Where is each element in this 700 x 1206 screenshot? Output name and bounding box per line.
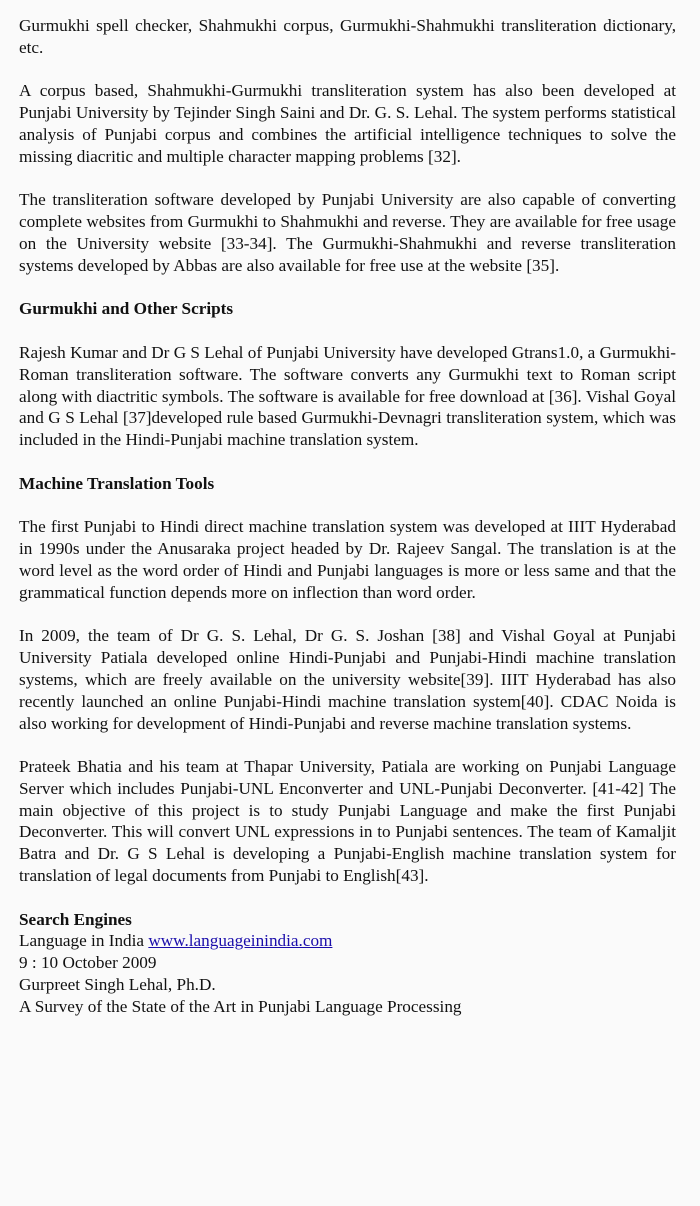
footer-title: A Survey of the State of the Art in Punjabi Language Processing (19, 996, 462, 1016)
paragraph-gtrans: Rajesh Kumar and Dr G S Lehal of Punjabi University have developed Gtrans1.0, a Gurmukhi-Roman transliteration software. The software converts any Gurmukhi text to Roman script along with diactritic symbols. The software is available for free download at [36]. Vishal Goyal and G S Lehal [37]developed rule based Gurmukhi-Devnagri transliteration system, which was included in the Hindi-Punjabi machine translation system. (19, 342, 676, 450)
paragraph-spell-checker: Gurmukhi spell checker, Shahmukhi corpus, Gurmukhi-Shahmukhi transliteration dictionary, etc. (19, 16, 676, 57)
heading-machine-translation: Machine Translation Tools (19, 473, 215, 493)
page-footer (19, 909, 676, 1018)
paragraph-website-transliteration: The transliteration software developed by Punjabi University are also capable of converting complete websites from Gurmukhi to Shahmukhi and reverse. They are available for free usage on the University website [33-34]. The Gurmukhi-Shahmukhi and reverse transliteration systems developed by Abbas are also available for free use at the website [35]. (19, 190, 676, 275)
document-page (19, 15, 676, 1018)
footer-author: Gurpreet Singh Lehal, Ph.D. (19, 975, 216, 995)
footer-journal-line (19, 930, 676, 952)
heading-gurmukhi-other-scripts: Gurmukhi and Other Scripts (19, 299, 234, 319)
paragraph-shahmukhi-gurmukhi: A corpus based, Shahmukhi-Gurmukhi transliteration system has also been developed at Punjabi University by Tejinder Singh Saini and Dr. G. S. Lehal. The system performs statistical analysis of Punjabi corpus and combines the artificial intelligence techniques to solve the missing diacritic and multiple character mapping problems [32]. (19, 81, 676, 166)
paragraph-thapar-university: Prateek Bhatia and his team at Thapar University, Patiala are working on Punjabi Language Server which includes Punjabi-UNL Enconverter and UNL-Punjabi Deconverter. [41-42] The main objective of this project is to study Punjabi Language and make the first Punjabi Deconverter. This will convert UNL expressions in to Punjabi sentences. The team of Kamaljit Batra and Dr. G S Lehal is developing a Punjabi-English machine translation system for translation of legal documents from Punjabi to English[43]. (19, 757, 676, 886)
journal-website-link[interactable]: www.languageinindia.com (148, 931, 333, 951)
paragraph-iiit-hyderabad: The first Punjabi to Hindi direct machine translation system was developed at IIIT Hyderabad in 1990s under the Anusaraka project headed by Dr. Rajeev Sangal. The translation is at the word level as the word order of Hindi and Punjabi languages is more or less same and that the grammatical function depends more on inflection than word order. (19, 517, 676, 602)
paragraph-punjabi-university-2009: In 2009, the team of Dr G. S. Lehal, Dr G. S. Joshan [38] and Vishal Goyal at Punjabi University Patiala developed online Hindi-Punjabi and Punjabi-Hindi machine translation systems, which are freely available on the university website[39]. IIIT Hyderabad has also recently launched an online Punjabi-Hindi machine translation system[40]. CDAC Noida is also working for development of Hindi-Punjabi and reverse machine translation systems. (19, 626, 676, 733)
footer-journal-prefix: Language in India (19, 931, 149, 951)
heading-search-engines: Search Engines (19, 909, 132, 929)
footer-issue: 9 : 10 October 2009 (19, 953, 157, 973)
